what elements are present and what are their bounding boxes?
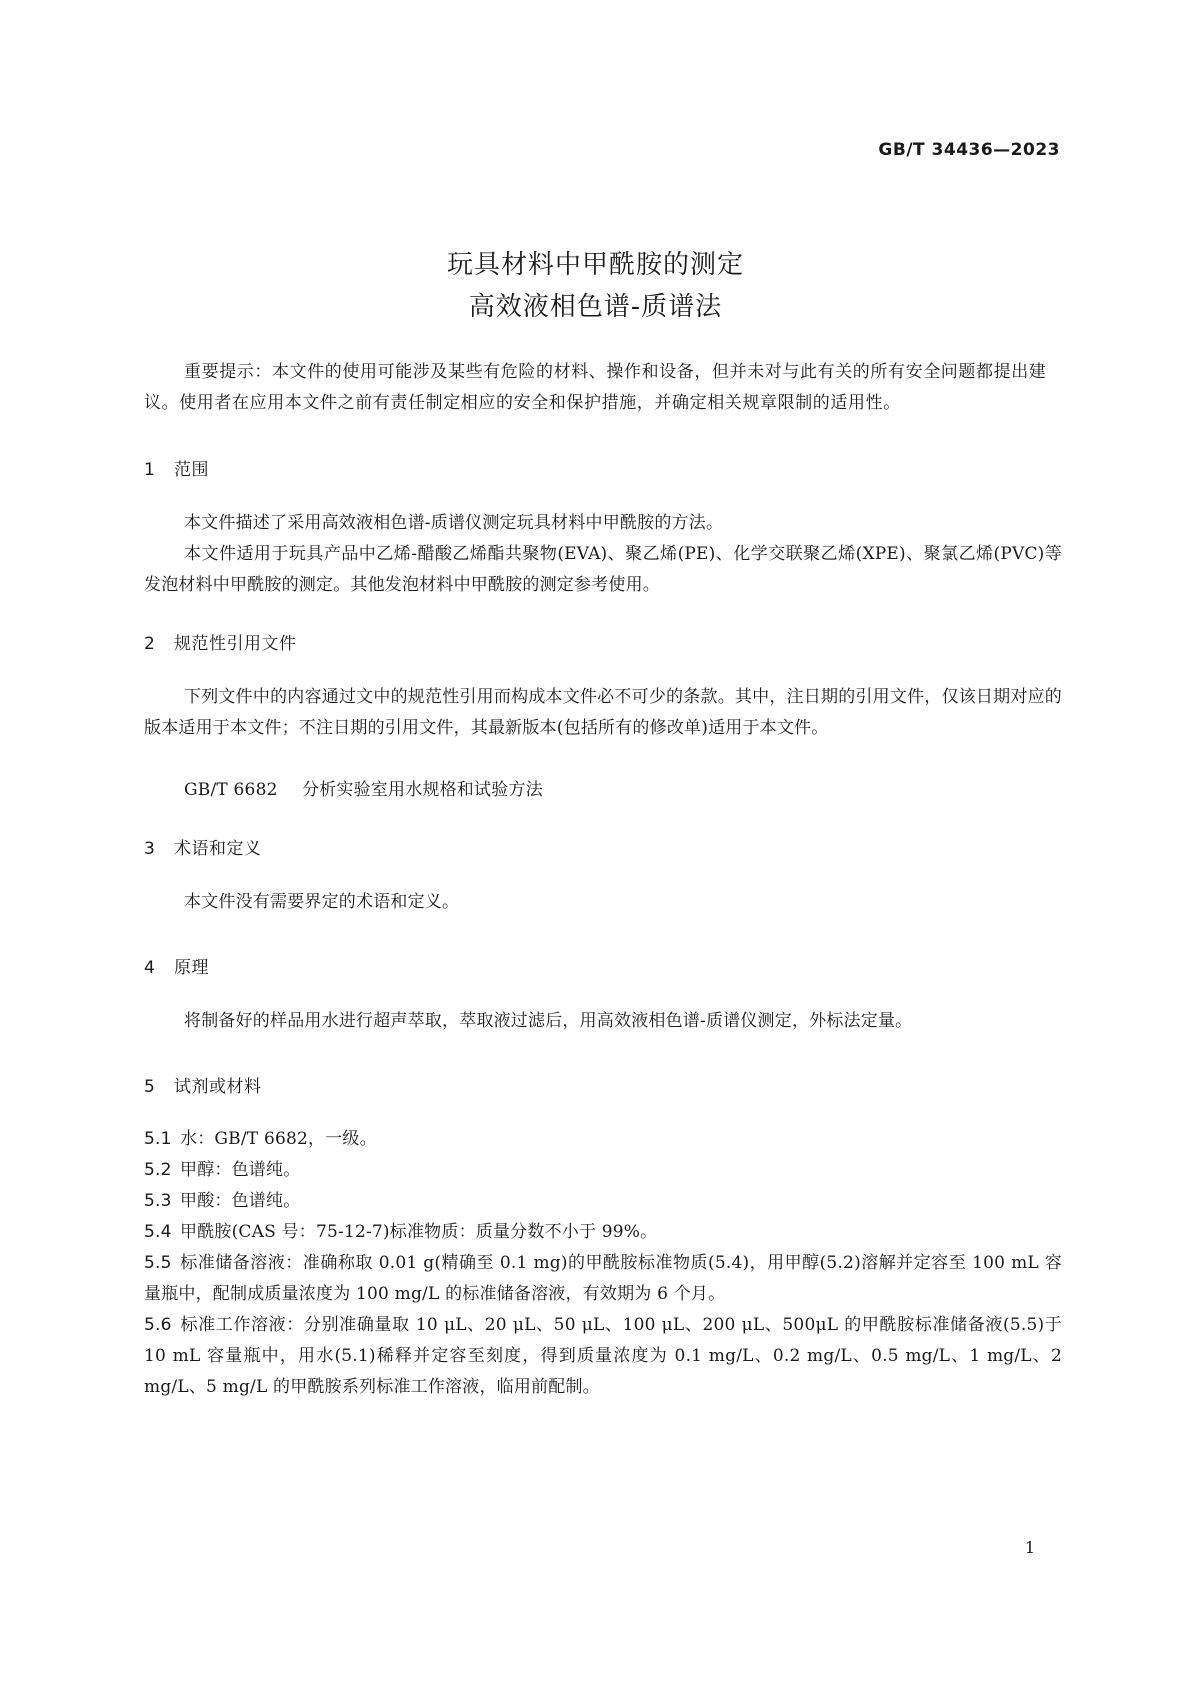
section-number: 3 bbox=[144, 839, 156, 859]
reference-title: 分析实验室用水规格和试验方法 bbox=[302, 780, 543, 800]
important-notice: 重要提示：本文件的使用可能涉及某些有危险的材料、操作和设备，但并未对与此有关的所有安全问题都提出建议。使用者在应用本文件之前有责任制定相应的安全和保护措施，并确定相关规章限制的适用性。 bbox=[144, 362, 1047, 413]
section-3-paragraph-1: 本文件没有需要界定的术语和定义。 bbox=[184, 892, 460, 912]
clause-text: 甲酸：色谱纯。 bbox=[180, 1191, 301, 1211]
section-title: 规范性引用文件 bbox=[174, 634, 297, 654]
section-number: 4 bbox=[144, 958, 156, 978]
document-title: 玩具材料中甲酰胺的测定 bbox=[446, 250, 744, 280]
clause-number: 5.5 bbox=[144, 1253, 172, 1273]
clause-text: 水：GB/T 6682，一级。 bbox=[180, 1129, 377, 1149]
section-title: 原理 bbox=[174, 958, 209, 978]
section-1-paragraph-1: 本文件描述了采用高效液相色谱-质谱仪测定玩具材料中甲酰胺的方法。 bbox=[184, 513, 724, 533]
normative-reference bbox=[184, 775, 543, 800]
section-number: 2 bbox=[144, 634, 156, 654]
clause-number: 5.2 bbox=[144, 1160, 172, 1180]
clause-text: 标准储备溶液：准确称取 0.01 g(精确至 0.1 mg)的甲酰胺标准物质(5.4)，用甲醇(5.2)溶解并定容至 100 mL 容量瓶中，配制成质量浓度为 100 mg/L 的标准储备溶液，有效期为 6 个月。 bbox=[144, 1253, 1062, 1304]
section-title: 范围 bbox=[174, 460, 209, 480]
section-title: 试剂或材料 bbox=[174, 1077, 262, 1097]
section-number: 1 bbox=[144, 460, 156, 480]
section-title: 术语和定义 bbox=[174, 839, 262, 859]
document-subtitle: 高效液相色谱-质谱法 bbox=[468, 292, 723, 322]
clause-5-5 bbox=[144, 1248, 1062, 1310]
reference-code: GB/T 6682 bbox=[184, 780, 278, 800]
clause-number: 5.4 bbox=[144, 1222, 172, 1242]
clause-5-2 bbox=[144, 1155, 1062, 1186]
clause-text: 甲醇：色谱纯。 bbox=[180, 1160, 301, 1180]
clause-number: 5.6 bbox=[144, 1315, 172, 1335]
clause-5-4 bbox=[144, 1217, 1062, 1248]
clause-text: 标准工作溶液：分别准确量取 10 μL、20 μL、50 μL、100 μL、200 μL、500μL 的甲酰胺标准储备液(5.5)于 10 mL 容量瓶中，用水(5.1)稀释并定容至刻度，得到质量浓度为 0.1 mg/L、0.2 mg/L、0.5 mg/L、1 mg/L、2 mg/L、5 mg/L 的甲酰胺系列标准工作溶液，临用前配制。 bbox=[144, 1315, 1062, 1397]
clause-5-6 bbox=[144, 1310, 1062, 1403]
section-1-paragraph-2: 本文件适用于玩具产品中乙烯-醋酸乙烯酯共聚物(EVA)、聚乙烯(PE)、化学交联聚乙烯(XPE)、聚氯乙烯(PVC)等发泡材料中甲酰胺的测定。其他发泡材料中甲酰胺的测定参考使用。 bbox=[144, 544, 1062, 595]
clause-number: 5.1 bbox=[144, 1129, 172, 1149]
section-3-heading bbox=[144, 834, 262, 859]
section-5-heading bbox=[144, 1072, 262, 1097]
page-number: 1 bbox=[1024, 1538, 1035, 1557]
section-2-heading bbox=[144, 629, 297, 654]
clause-text: 甲酰胺(CAS 号：75-12-7)标准物质：质量分数不小于 99%。 bbox=[180, 1222, 658, 1242]
section-number: 5 bbox=[144, 1077, 156, 1097]
section-2-paragraph-1: 下列文件中的内容通过文中的规范性引用而构成本文件必不可少的条款。其中，注日期的引用文件，仅该日期对应的版本适用于本文件；不注日期的引用文件，其最新版本(包括所有的修改单)适用于本文件。 bbox=[144, 687, 1062, 738]
section-4-paragraph-1: 将制备好的样品用水进行超声萃取，萃取液过滤后，用高效液相色谱-质谱仪测定，外标法定量。 bbox=[184, 1011, 913, 1031]
standard-number: GB/T 34436—2023 bbox=[878, 140, 1060, 160]
clause-number: 5.3 bbox=[144, 1191, 172, 1211]
section-1-heading bbox=[144, 455, 209, 480]
clause-5-1 bbox=[144, 1124, 1062, 1155]
section-4-heading bbox=[144, 953, 209, 978]
clause-5-3 bbox=[144, 1186, 1062, 1217]
